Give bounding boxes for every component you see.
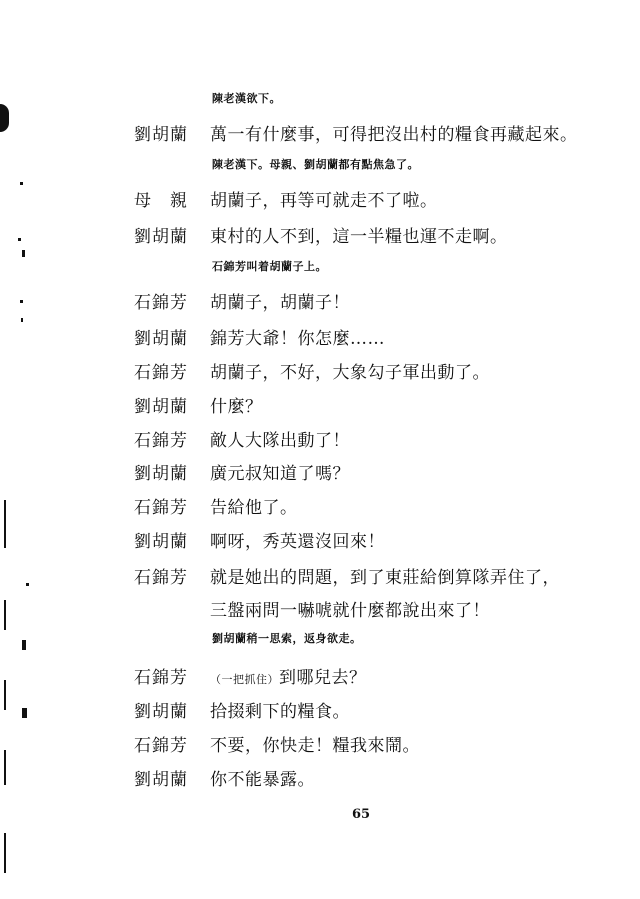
speaker-name: 石錦芳 <box>134 431 188 451</box>
speech-text: 告給他了。 <box>210 498 298 518</box>
speaker-name: 劉胡蘭 <box>134 464 188 484</box>
speaker-name: 劉胡蘭 <box>134 770 188 790</box>
scan-mark <box>4 500 6 548</box>
scan-mark <box>0 104 9 132</box>
speech-text: 錦芳大爺！你怎麼…… <box>210 329 385 349</box>
speaker-name: 劉胡蘭 <box>134 227 188 247</box>
scan-mark <box>21 318 23 322</box>
speech-text: 啊呀，秀英還沒回來！ <box>210 532 385 552</box>
speaker-name: 石錦芳 <box>134 736 188 756</box>
speech-text: 就是她出的問題，到了東莊給倒算隊弄住了， <box>210 568 560 588</box>
speech-text: 萬一有什麼事，可得把沒出村的糧食再藏起來。 <box>210 125 578 145</box>
speaker-name: 石錦芳 <box>134 363 188 383</box>
scan-mark <box>18 238 21 241</box>
speaker-name: 母 親 <box>134 191 188 211</box>
speaker-name: 劉胡蘭 <box>134 329 188 349</box>
speech-text: 東村的人不到，這一半糧也運不走啊。 <box>210 227 508 247</box>
speaker-name: 石錦芳 <box>134 568 188 588</box>
stage-direction: 陳老漢欲下。 <box>212 92 281 105</box>
speech-text: 敵人大隊出動了！ <box>210 431 350 451</box>
speech-text: 廣元叔知道了嗎？ <box>210 464 350 484</box>
scan-mark <box>22 640 26 650</box>
stage-direction: 劉胡蘭稍一思索，返身欲走。 <box>212 632 362 645</box>
stage-direction: 石錦芳叫着胡蘭子上。 <box>212 260 327 273</box>
speech-text: 你不能暴露。 <box>210 770 315 790</box>
scan-mark <box>20 300 23 303</box>
scan-mark <box>4 600 6 630</box>
scan-mark <box>4 750 6 785</box>
speech-text: 拾掇剩下的糧食。 <box>210 702 350 722</box>
speaker-name: 劉胡蘭 <box>134 532 188 552</box>
scan-mark <box>22 250 25 257</box>
speaker-name: 劉胡蘭 <box>134 397 188 417</box>
speech-with-aside <box>210 663 367 688</box>
speech-text: 什麼？ <box>210 397 263 417</box>
scan-mark <box>4 680 6 710</box>
speech-text: 胡蘭子，再等可就走不了啦。 <box>210 191 438 211</box>
speaker-name: 石錦芳 <box>134 293 188 313</box>
speaker-name: 石錦芳 <box>134 498 188 518</box>
scan-mark <box>26 583 29 586</box>
page-number: 65 <box>352 807 371 822</box>
scan-mark <box>22 708 27 718</box>
aside-direction: （一把抓住） <box>210 673 279 686</box>
speech-text: 不要，你快走！糧我來鬧。 <box>210 736 420 756</box>
speech-text: 到哪兒去？ <box>279 668 367 688</box>
speech-text: 胡蘭子，不好，大象勾子軍出動了。 <box>210 363 490 383</box>
speaker-name: 劉胡蘭 <box>134 702 188 722</box>
speaker-name: 劉胡蘭 <box>134 125 188 145</box>
scan-mark <box>4 833 6 873</box>
scan-mark <box>20 182 23 185</box>
speech-text: 胡蘭子，胡蘭子！ <box>210 293 350 313</box>
stage-direction: 陳老漢下。母親、劉胡蘭都有點焦急了。 <box>212 158 419 171</box>
speech-text: 三盤兩問一嚇唬就什麼都說出來了！ <box>210 601 490 621</box>
speaker-name: 石錦芳 <box>134 668 188 688</box>
